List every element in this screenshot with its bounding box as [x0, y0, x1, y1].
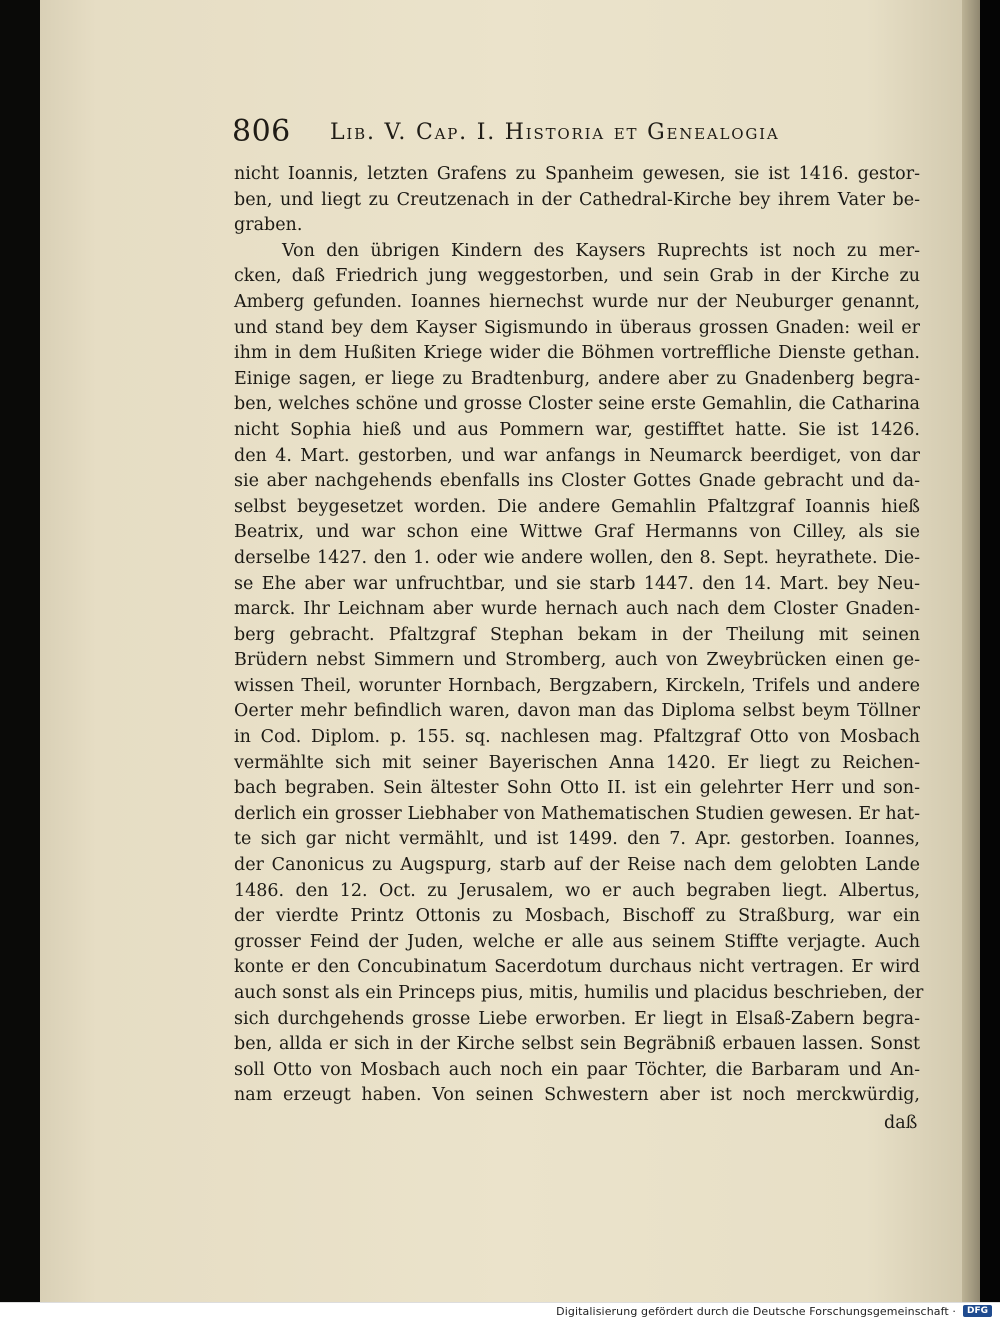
text-line: derselbe 1427. den 1. oder wie andere wollen, den 8. Sept. heyrathete. Die-	[234, 547, 920, 568]
text-line: ben, und liegt zu Creutzenach in der Cathedral-Kirche bey ihrem Vater be-	[234, 189, 920, 210]
text-line: ben, allda er sich in der Kirche selbst sein Begräbniß erbauen lassen. Sonst	[234, 1034, 920, 1055]
dfg-logo: DFG	[963, 1305, 992, 1317]
text-line: konte er den Concubinatum Sacerdotum durchaus nicht vertragen. Er wird	[234, 957, 920, 978]
text-line: derlich ein grosser Liebhaber von Mathematischen Studien gewesen. Er hat-	[234, 803, 920, 824]
text-line: graben.	[234, 215, 303, 236]
text-line: nicht Sophia hieß und aus Pommern war, gestifftet hatte. Sie ist 1426.	[234, 419, 920, 440]
text-line: nam erzeugt haben. Von seinen Schwestern aber ist noch merckwürdig,	[234, 1085, 920, 1106]
text-line: grosser Feind der Juden, welche er alle aus seinem Stiffte verjagte. Auch	[234, 931, 920, 952]
text-line: in Cod. Diplom. p. 155. sq. nachlesen mag. Pfaltzgraf Otto von Mosbach	[234, 727, 920, 748]
text-line: Brüdern nebst Simmern und Stromberg, auch von Zweybrücken einen ge-	[234, 650, 920, 671]
page-header	[232, 114, 812, 154]
text-line: ihm in dem Hußiten Kriege wider die Böhmen vortreffliche Dienste gethan.	[234, 343, 920, 364]
text-line: selbst beygesetzet worden. Die andere Gemahlin Pfaltzgraf Ioannis hieß	[234, 496, 920, 517]
text-line: den 4. Mart. gestorben, und war anfangs in Neumarck beerdiget, von dar	[234, 445, 920, 466]
text-line: wissen Theil, worunter Hornbach, Bergzabern, Kirckeln, Trifels und andere	[234, 675, 920, 696]
text-line: der Canonicus zu Augspurg, starb auf der Reise nach dem gelobten Lande	[234, 855, 920, 876]
page-edge	[962, 0, 980, 1302]
text-line: nicht Ioannis, letzten Grafens zu Spanheim gewesen, sie ist 1416. gestor-	[234, 164, 920, 184]
text-line: 1486. den 12. Oct. zu Jerusalem, wo er auch begraben liegt. Albertus,	[234, 880, 920, 901]
text-line: ben, welches schöne und grosse Closter seine erste Gemahlin, die Catharina	[234, 394, 920, 415]
text-line: Beatrix, und war schon eine Wittwe Graf Hermanns von Cilley, als sie	[234, 522, 920, 543]
page-number: 806	[232, 114, 291, 149]
text-line: sich durchgehends grosse Liebe erworben. Er liegt in Elsaß-Zabern begra-	[234, 1008, 920, 1029]
text-line: soll Otto von Mosbach auch noch ein paar Töchter, die Barbaram und An-	[234, 1059, 920, 1080]
text-line: vermählte sich mit seiner Bayerischen Anna 1420. Er liegt zu Reichen-	[234, 752, 920, 773]
text-line: te sich gar nicht vermählt, und ist 1499. den 7. Apr. gestorben. Ioannes,	[234, 829, 920, 850]
text-line: berg gebracht. Pfaltzgraf Stephan bekam in der Theilung mit seinen	[234, 624, 920, 645]
text-line: cken, daß Friedrich jung weggestorben, und sein Grab in der Kirche zu	[234, 266, 920, 287]
text-line: marck. Ihr Leichnam aber wurde hernach auch nach dem Closter Gnaden-	[234, 599, 920, 620]
text-line: Einige sagen, er liege zu Bradtenburg, andere aber zu Gnadenberg begra-	[234, 368, 920, 389]
body-text	[234, 162, 924, 1109]
scan-border-right	[980, 0, 1000, 1302]
text-line: sie aber nachgehends ebenfalls ins Closter Gottes Gnade gebracht und da-	[234, 471, 920, 492]
text-line: der vierdte Printz Ottonis zu Mosbach, Bischoff zu Straßburg, war ein	[234, 906, 920, 927]
running-title: Lib. V. Cap. I. Historia et Genealogia	[330, 120, 780, 145]
text-line: se Ehe aber war unfruchtbar, und sie starb 1447. den 14. Mart. bey Neu-	[234, 573, 920, 594]
footer-credit: Digitalisierung gefördert durch die Deutsche Forschungsgemeinschaft ·	[556, 1305, 956, 1318]
catchword: daß	[884, 1113, 918, 1133]
text-line: Oerter mehr befindlich waren, davon man das Diploma selbst beym Töllner	[234, 701, 920, 722]
text-line: Von den übrigen Kindern des Kaysers Ruprechts ist noch zu mer-	[282, 240, 920, 261]
text-line: bach begraben. Sein ältester Sohn Otto II. ist ein gelehrter Herr und son-	[234, 778, 920, 799]
text-line: auch sonst als ein Princeps pius, mitis, humilis und placidus beschrieben, der	[234, 983, 924, 1003]
text-line: und stand bey dem Kayser Sigismundo in überaus grossen Gnaden: weil er	[234, 317, 920, 338]
text-line: Amberg gefunden. Ioannes hiernechst wurde nur der Neuburger genannt,	[234, 291, 920, 312]
